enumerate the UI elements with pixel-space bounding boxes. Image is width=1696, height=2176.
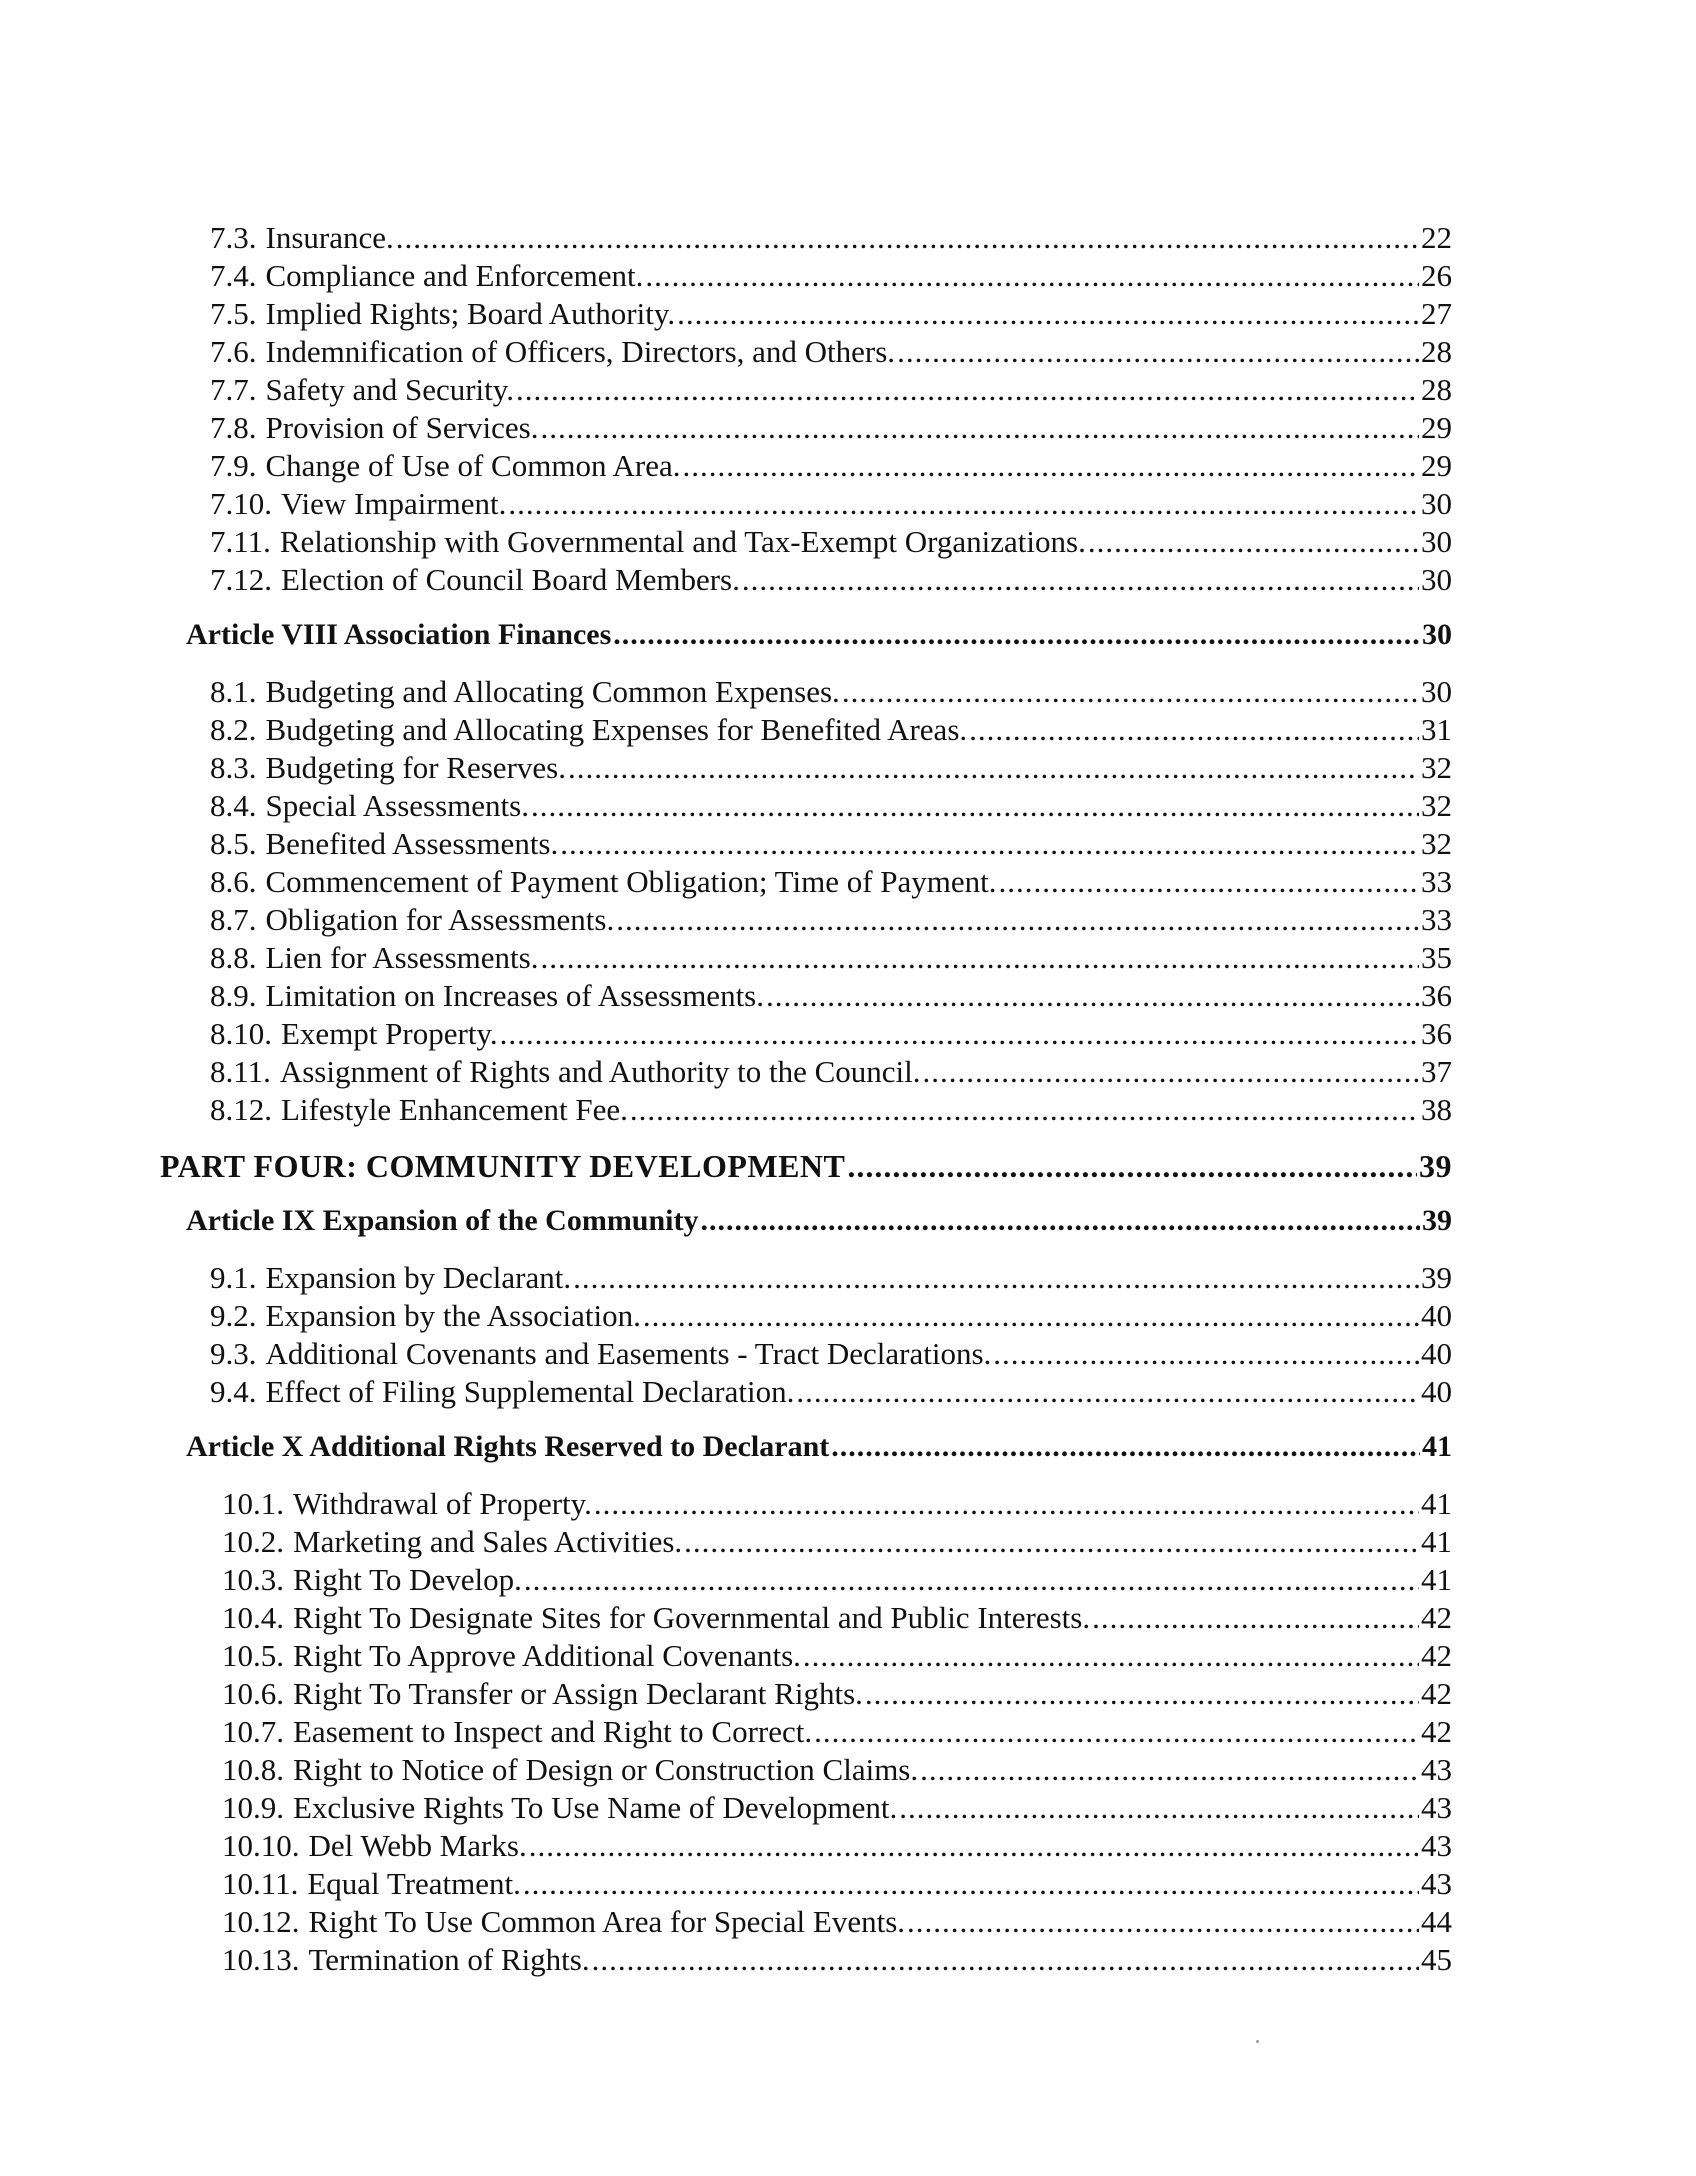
toc-entry (222, 1564, 1452, 1595)
toc-entry-title: Right to Notice of Design or Construction Claims. (293, 1752, 919, 1787)
toc-entry-title: Exempt Property. (281, 1016, 498, 1051)
dot-leader (529, 1830, 1419, 1861)
toc-entry-title: Budgeting and Allocating Expenses for Benefited Areas. (265, 712, 968, 747)
dot-leader (865, 1678, 1419, 1709)
dot-leader (508, 488, 1419, 519)
toc-entry-title: Termination of Rights. (308, 1942, 590, 1977)
toc-page-number: 40 (1421, 1374, 1452, 1409)
toc-entry-title: Effect of Filing Supplemental Declaration. (265, 1374, 795, 1409)
toc-entry-number: 10.11. (222, 1866, 299, 1901)
toc-entry-number: 10.13. (222, 1942, 300, 1977)
toc-entry-text (222, 1602, 1090, 1633)
toc-entry (222, 1526, 1452, 1557)
dot-leader (999, 866, 1419, 897)
toc-page-number: 33 (1421, 902, 1452, 937)
toc-page-number: 43 (1421, 1828, 1452, 1863)
toc-entry-number: 10.2. (222, 1524, 284, 1559)
toc-entry-number: 7.3. (210, 220, 257, 255)
toc-page-number: 41 (1421, 1562, 1452, 1597)
toc-page-number: 30 (1422, 618, 1452, 651)
toc-entry-title: Benefited Assessments. (265, 826, 559, 861)
toc-page-number: 31 (1421, 712, 1452, 747)
toc-entry-number: 8.8. (210, 940, 257, 975)
dot-leader (540, 412, 1419, 443)
toc-entry-text (210, 260, 643, 291)
dot-leader (766, 980, 1419, 1011)
toc-page-number: 43 (1421, 1752, 1452, 1787)
toc-entry-title: Lifestyle Enhancement Fee. (281, 1092, 628, 1127)
toc-article-heading (186, 1206, 1452, 1236)
dot-leader (523, 1868, 1419, 1899)
toc-entry (210, 1094, 1452, 1125)
dot-leader (993, 1338, 1419, 1369)
toc-page-number: 22 (1421, 220, 1452, 255)
toc-entry (210, 1262, 1452, 1293)
toc-page-number: 32 (1421, 826, 1452, 861)
toc-entry-number: 9.1. (210, 1260, 257, 1295)
toc-entry-title: Equal Treatment. (307, 1866, 521, 1901)
toc-entry (222, 1868, 1452, 1899)
toc-page-number: 41 (1422, 1430, 1452, 1463)
toc-entry (210, 1018, 1452, 1049)
toc-entry-text (210, 866, 997, 897)
toc-entry-title: Election of Council Board Members. (281, 562, 740, 597)
toc-page-number: 36 (1421, 978, 1452, 1013)
toc-entry-text (186, 620, 611, 650)
toc-entry-text (160, 1150, 845, 1182)
dot-leader (616, 904, 1419, 935)
dot-leader (594, 1488, 1419, 1519)
toc-entry-number: 9.3. (210, 1336, 257, 1371)
toc-page-number: 37 (1421, 1054, 1452, 1089)
toc-entry (222, 1944, 1452, 1975)
toc-entry (210, 336, 1452, 367)
toc-entry-text (210, 714, 967, 745)
dot-leader (592, 1944, 1419, 1975)
toc-entry-number: 10.6. (222, 1676, 284, 1711)
toc-entry-number: 8.9. (210, 978, 257, 1013)
dot-leader (573, 1262, 1419, 1293)
toc-entry-number: 7.9. (210, 448, 257, 483)
toc-page-number: 39 (1421, 1260, 1452, 1295)
toc-entry-title: Limitation on Increases of Assessments. (265, 978, 764, 1013)
toc-entry (210, 828, 1452, 859)
toc-entry-number: 7.6. (210, 334, 257, 369)
dot-leader (742, 564, 1419, 595)
toc-page-number: 38 (1421, 1092, 1452, 1127)
toc-entry-number: 8.2. (210, 712, 257, 747)
toc-entry-title: Right To Transfer or Assign Declarant Rights. (293, 1676, 863, 1711)
toc-page-number: 30 (1421, 524, 1452, 559)
toc-page-number: 35 (1421, 940, 1452, 975)
toc-entry-title: Additional Covenants and Easements - Tract Declarations. (265, 1336, 992, 1371)
toc-entry-text (210, 828, 558, 859)
toc-page-number: 29 (1421, 448, 1452, 483)
toc-entry-title: Article VIII Association Finances (186, 618, 612, 651)
toc-page-number: 40 (1421, 1298, 1452, 1333)
toc-entry-number: 10.8. (222, 1752, 284, 1787)
toc-entry-text (210, 1018, 498, 1049)
toc-entry-title: Article X Additional Rights Reserved to Declarant (186, 1430, 830, 1463)
toc-entry-number: 10.5. (222, 1638, 284, 1673)
toc-entry-number: 7.7. (210, 372, 257, 407)
dot-leader (847, 1150, 1417, 1182)
toc-entry-title: PART FOUR: COMMUNITY DEVELOPMENT (160, 1148, 846, 1184)
dot-leader (701, 1206, 1420, 1236)
dot-leader (524, 1564, 1419, 1595)
toc-entry-text (222, 1678, 863, 1709)
toc-entry-text (210, 412, 538, 443)
toc-entry-title: Exclusive Rights To Use Name of Development. (293, 1790, 898, 1825)
toc-entry (210, 526, 1452, 557)
toc-entry (210, 488, 1452, 519)
toc-entry-number: 8.10. (210, 1016, 272, 1051)
toc-entry-number: 10.10. (222, 1828, 300, 1863)
toc-entry-number: 7.10. (210, 486, 272, 521)
toc-entry (210, 866, 1452, 897)
dot-leader (500, 1018, 1419, 1049)
toc-entry-text (210, 790, 529, 821)
toc-page-number: 42 (1421, 1638, 1452, 1673)
toc-page-number: 39 (1422, 1204, 1452, 1237)
toc-entry-text (222, 1716, 812, 1747)
toc-entry (210, 412, 1452, 443)
toc-entry-number: 9.2. (210, 1298, 257, 1333)
toc-entry-title: Withdrawal of Property. (293, 1486, 592, 1521)
toc-page-number: 30 (1421, 674, 1452, 709)
toc-entry-number: 8.4. (210, 788, 257, 823)
dot-leader (831, 1432, 1420, 1462)
toc-entry (210, 1376, 1452, 1407)
toc-entry-title: Budgeting for Reserves. (265, 750, 566, 785)
dot-leader (396, 222, 1419, 253)
dot-leader (630, 1094, 1419, 1125)
toc-entry (210, 714, 1452, 745)
dot-leader (613, 620, 1420, 650)
toc-entry-text (210, 1300, 641, 1331)
toc-page-number: 43 (1421, 1790, 1452, 1825)
toc-entry-number: 8.5. (210, 826, 257, 861)
toc-entry-title: Budgeting and Allocating Common Expenses. (265, 674, 840, 709)
toc-entry-number: 7.4. (210, 258, 257, 293)
toc-entry-title: Change of Use of Common Area. (265, 448, 681, 483)
dot-leader (803, 1640, 1419, 1671)
dot-leader (643, 1300, 1419, 1331)
dot-leader (645, 260, 1419, 291)
toc-entry-number: 10.4. (222, 1600, 284, 1635)
toc-entry (210, 676, 1452, 707)
toc-page-number: 42 (1421, 1676, 1452, 1711)
toc-entry (210, 904, 1452, 935)
toc-entry-title: Del Webb Marks. (308, 1828, 527, 1863)
toc-entry-title: Implied Rights; Board Authority. (265, 296, 676, 331)
toc-entry-text (210, 298, 675, 329)
toc-entry (210, 942, 1452, 973)
dot-leader (682, 450, 1419, 481)
toc-entry-number: 10.7. (222, 1714, 284, 1749)
toc-entry-title: Right To Approve Additional Covenants. (293, 1638, 801, 1673)
toc-entry (210, 1300, 1452, 1331)
toc-entry-title: Provision of Services. (265, 410, 539, 445)
toc-entry-text (222, 1830, 527, 1861)
toc-page-number: 33 (1421, 864, 1452, 899)
toc-article-heading (186, 620, 1452, 650)
toc-entry-text (210, 222, 394, 253)
toc-page-number: 29 (1421, 410, 1452, 445)
toc-entry-text (222, 1868, 521, 1899)
toc-page-number: 42 (1421, 1714, 1452, 1749)
toc-entry-number: 10.3. (222, 1562, 284, 1597)
toc-page-number: 30 (1421, 562, 1452, 597)
toc-page-number: 40 (1421, 1336, 1452, 1371)
toc-page-number: 32 (1421, 750, 1452, 785)
toc-entry (222, 1716, 1452, 1747)
dot-leader (540, 942, 1419, 973)
toc-entry-title: Lien for Assessments. (265, 940, 539, 975)
toc-entry (210, 980, 1452, 1011)
toc-page-number: 30 (1421, 486, 1452, 521)
toc-page-number: 28 (1421, 372, 1452, 407)
toc-entry (210, 374, 1452, 405)
dot-leader (560, 828, 1419, 859)
toc-entry-number: 8.11. (210, 1054, 271, 1089)
toc-page-number: 26 (1421, 258, 1452, 293)
toc-entry-title: Right To Use Common Area for Special Events. (308, 1904, 906, 1939)
dot-leader (684, 1526, 1419, 1557)
toc-entry-title: Compliance and Enforcement. (265, 258, 644, 293)
toc-entry-title: Safety and Security. (265, 372, 514, 407)
toc-entry (222, 1792, 1452, 1823)
toc-entry (222, 1830, 1452, 1861)
toc-entry (222, 1906, 1452, 1937)
toc-page-number: 44 (1421, 1904, 1452, 1939)
toc-entry (210, 260, 1452, 291)
dot-leader (899, 1792, 1419, 1823)
toc-page-number: 39 (1419, 1148, 1452, 1184)
scan-speck (1256, 2040, 1259, 2043)
toc-entry (210, 450, 1452, 481)
toc-entry-text (210, 564, 740, 595)
toc-entry-title: View Impairment. (281, 486, 507, 521)
toc-entry-number: 8.12. (210, 1092, 272, 1127)
toc-entry-number: 8.6. (210, 864, 257, 899)
toc-entry (210, 1056, 1452, 1087)
toc-entry-number: 7.12. (210, 562, 272, 597)
toc-entry-text (210, 336, 895, 367)
toc-entry (210, 1338, 1452, 1369)
toc-entry-title: Indemnification of Officers, Directors, and Others. (265, 334, 896, 369)
toc-entry (222, 1754, 1452, 1785)
toc-entry-text (210, 1262, 571, 1293)
dot-leader (897, 336, 1419, 367)
toc-entry-text (186, 1206, 699, 1236)
toc-entry-text (210, 374, 514, 405)
toc-entry-text (222, 1792, 897, 1823)
dot-leader (907, 1906, 1419, 1937)
toc-entry-text (210, 752, 566, 783)
toc-entry (222, 1488, 1452, 1519)
toc-entry-text (210, 450, 680, 481)
toc-page-number: 28 (1421, 334, 1452, 369)
toc-page-number: 32 (1421, 788, 1452, 823)
toc-entry-number: 9.4. (210, 1374, 257, 1409)
toc-entry-number: 10.12. (222, 1904, 300, 1939)
dot-leader (1088, 526, 1419, 557)
toc-entry-text (222, 1640, 801, 1671)
toc-entry-title: Special Assessments. (265, 788, 529, 823)
toc-entry-text (210, 980, 764, 1011)
toc-entry-text (222, 1944, 590, 1975)
toc-entry-text (222, 1488, 592, 1519)
toc-page-number: 41 (1421, 1524, 1452, 1559)
toc-entry-title: Right To Develop. (293, 1562, 522, 1597)
dot-leader (920, 1754, 1419, 1785)
toc-page-number: 36 (1421, 1016, 1452, 1051)
toc-entry-text (222, 1754, 918, 1785)
toc-entry-number: 7.5. (210, 296, 257, 331)
toc-entry (210, 298, 1452, 329)
toc-page-number: 41 (1421, 1486, 1452, 1521)
toc-entry (210, 564, 1452, 595)
toc-entry-text (210, 1338, 991, 1369)
toc-entry (210, 752, 1452, 783)
toc-page-number: 43 (1421, 1866, 1452, 1901)
toc-entry-text (186, 1432, 829, 1462)
toc-entry-text (210, 488, 506, 519)
toc-entry-text (222, 1906, 905, 1937)
toc-entry-title: Obligation for Assessments. (265, 902, 615, 937)
toc-entry-title: Expansion by the Association. (265, 1298, 641, 1333)
toc-entry-text (210, 942, 538, 973)
toc-entry-text (210, 676, 840, 707)
toc-entry-number: 8.7. (210, 902, 257, 937)
toc-entry (222, 1602, 1452, 1633)
toc-page-number: 27 (1421, 296, 1452, 331)
toc-entry (210, 222, 1452, 253)
toc-entry-title: Relationship with Governmental and Tax-Exempt Organizations. (279, 524, 1086, 559)
toc-entry (222, 1640, 1452, 1671)
toc-page-number: 45 (1421, 1942, 1452, 1977)
toc-entry-title: Right To Designate Sites for Governmental and Public Interests. (293, 1600, 1091, 1635)
toc-entry-number: 7.11. (210, 524, 271, 559)
toc-entry-title: Assignment of Rights and Authority to the Council. (279, 1054, 921, 1089)
toc-entry-number: 8.3. (210, 750, 257, 785)
toc-entry (222, 1678, 1452, 1709)
toc-entry-text (210, 526, 1086, 557)
dot-leader (842, 676, 1419, 707)
toc-entry-text (210, 1376, 794, 1407)
toc-entry-title: Easement to Inspect and Right to Correct. (293, 1714, 813, 1749)
dot-leader (677, 298, 1419, 329)
dot-leader (814, 1716, 1419, 1747)
toc-entry-text (222, 1526, 682, 1557)
toc-entry-text (210, 1056, 921, 1087)
dot-leader (516, 374, 1419, 405)
toc-article-heading (186, 1432, 1452, 1462)
toc-entry-title: Marketing and Sales Activities. (293, 1524, 683, 1559)
toc-entry-text (210, 1094, 628, 1125)
toc-part-heading (160, 1150, 1452, 1182)
toc-entry-text (222, 1564, 522, 1595)
toc-entry-number: 10.1. (222, 1486, 284, 1521)
toc-entry-number: 10.9. (222, 1790, 284, 1825)
toc-entry (210, 790, 1452, 821)
toc-page-number: 42 (1421, 1600, 1452, 1635)
toc-entry-title: Commencement of Payment Obligation; Time of Payment. (265, 864, 997, 899)
dot-leader (923, 1056, 1419, 1087)
dot-leader (1092, 1602, 1419, 1633)
dot-leader (568, 752, 1419, 783)
dot-leader (969, 714, 1419, 745)
toc-entry-number: 8.1. (210, 674, 257, 709)
dot-leader (796, 1376, 1419, 1407)
toc-entry-text (210, 904, 614, 935)
toc-entry-number: 7.8. (210, 410, 257, 445)
toc-entry-title: Expansion by Declarant. (265, 1260, 572, 1295)
dot-leader (531, 790, 1419, 821)
toc-entry-title: Insurance. (265, 220, 394, 255)
toc-entry-title: Article IX Expansion of the Community (186, 1204, 699, 1237)
